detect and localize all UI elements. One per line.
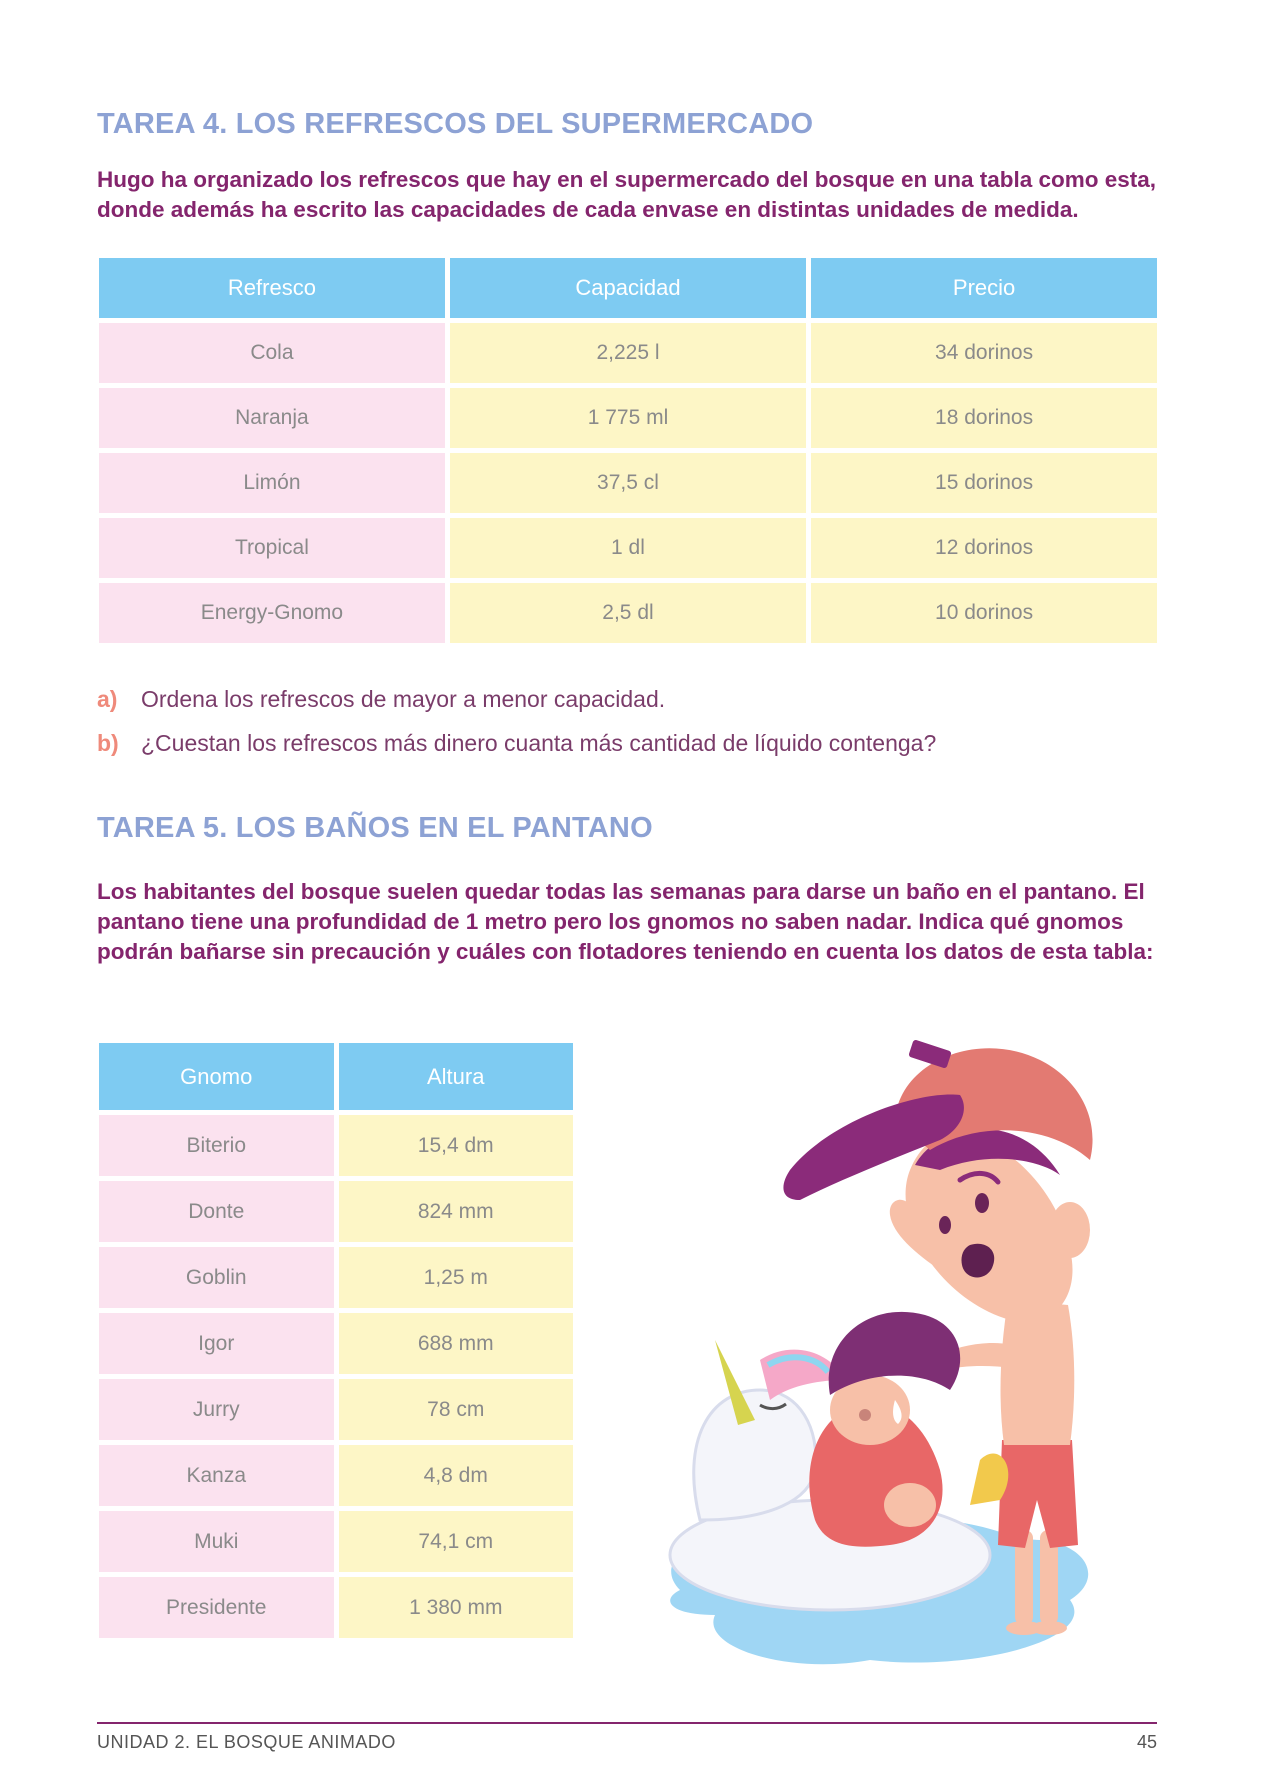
- small-gnome-hand: [884, 1483, 936, 1527]
- table-row: [99, 453, 1157, 513]
- refresco-cell: Naranja: [99, 388, 445, 448]
- table-row: [99, 1577, 573, 1638]
- gnome-eye: [975, 1193, 989, 1213]
- altura-cell: 15,4 dm: [339, 1115, 574, 1176]
- tarea5-intro: Los habitantes del bosque suelen quedar todas las semanas para darse un baño en el pantano. El pantano tiene una profundidad de 1 metro pero los gnomos no saben nadar. Indica qué gnomos podrán bañarse sin precaución y cuáles con flotadores teniendo en cuenta los datos de esta tabla:: [97, 879, 1154, 964]
- question-a-text: Ordena los refrescos de mayor a menor capacidad.: [141, 686, 666, 712]
- table-header-row: [99, 258, 1157, 318]
- gnome-eye: [939, 1216, 951, 1234]
- page-number: 45: [1136, 1732, 1157, 1752]
- altura-cell: 1 380 mm: [339, 1577, 574, 1638]
- footer-unit-title: UNIDAD 2. EL BOSQUE ANIMADO: [97, 1732, 396, 1752]
- header-precio: Precio: [811, 258, 1157, 318]
- precio-cell: 12 dorinos: [811, 518, 1157, 578]
- cap-strap: [908, 1039, 952, 1068]
- altura-cell: 824 mm: [339, 1181, 574, 1242]
- gnomo-cell: Presidente: [99, 1577, 334, 1638]
- capacidad-cell: 2,225 l: [450, 323, 806, 383]
- capacidad-cell: 37,5 cl: [450, 453, 806, 513]
- gnomo-cell: Muki: [99, 1511, 334, 1572]
- table-row: [99, 518, 1157, 578]
- table-row: [99, 1379, 573, 1440]
- altura-cell: 1,25 m: [339, 1247, 574, 1308]
- gnomo-cell: Kanza: [99, 1445, 334, 1506]
- tarea4-intro: Hugo ha organizado los refrescos que hay en el supermercado del bosque en una tabla como esta, donde además ha escrito las capacidades de cada envase en distintas unidades de medida.: [97, 167, 1157, 222]
- header-capacidad: Capacidad: [450, 258, 806, 318]
- table-row: [99, 583, 1157, 643]
- precio-cell: 34 dorinos: [811, 323, 1157, 383]
- altura-cell: 688 mm: [339, 1313, 574, 1374]
- question-a: [97, 686, 665, 713]
- footer-divider: [97, 1722, 1157, 1724]
- question-b: [97, 730, 936, 757]
- altura-cell: 4,8 dm: [339, 1445, 574, 1506]
- refresco-cell: Tropical: [99, 518, 445, 578]
- gnome-foot: [1031, 1621, 1067, 1635]
- header-gnomo: Gnomo: [99, 1043, 334, 1110]
- table-row: [99, 1247, 573, 1308]
- gnomos-table: [94, 1038, 578, 1643]
- gnomo-cell: Jurry: [99, 1379, 334, 1440]
- table-row: [99, 1115, 573, 1176]
- refrescos-table: [94, 253, 1162, 648]
- question-b-label: b): [97, 730, 119, 756]
- gnomes-unicorn-float-illustration: [640, 1000, 1120, 1680]
- tarea4-title: TAREA 4. LOS REFRESCOS DEL SUPERMERCADO: [97, 108, 814, 140]
- precio-cell: 10 dorinos: [811, 583, 1157, 643]
- question-b-text: ¿Cuestan los refrescos más dinero cuanta más cantidad de líquido contenga?: [141, 730, 937, 756]
- small-gnome-nose: [859, 1409, 871, 1421]
- header-altura: Altura: [339, 1043, 574, 1110]
- table-row: [99, 1181, 573, 1242]
- gnome-ear: [1050, 1202, 1090, 1258]
- precio-cell: 15 dorinos: [811, 453, 1157, 513]
- gnomo-cell: Goblin: [99, 1247, 334, 1308]
- refresco-cell: Limón: [99, 453, 445, 513]
- capacidad-cell: 1 dl: [450, 518, 806, 578]
- capacidad-cell: 1 775 ml: [450, 388, 806, 448]
- gnomo-cell: Donte: [99, 1181, 334, 1242]
- tarea5-title: TAREA 5. LOS BAÑOS EN EL PANTANO: [97, 812, 653, 844]
- header-refresco: Refresco: [99, 258, 445, 318]
- altura-cell: 74,1 cm: [339, 1511, 574, 1572]
- altura-cell: 78 cm: [339, 1379, 574, 1440]
- question-a-label: a): [97, 686, 118, 712]
- table-row: [99, 388, 1157, 448]
- table-header-row: [99, 1043, 573, 1110]
- table-row: [99, 323, 1157, 383]
- refresco-cell: Energy-Gnomo: [99, 583, 445, 643]
- refresco-cell: Cola: [99, 323, 445, 383]
- swim-shorts: [998, 1440, 1078, 1548]
- gnomo-cell: Igor: [99, 1313, 334, 1374]
- gnome-torso: [1001, 1300, 1075, 1445]
- gnomo-cell: Biterio: [99, 1115, 334, 1176]
- table-row: [99, 1445, 573, 1506]
- capacidad-cell: 2,5 dl: [450, 583, 806, 643]
- table-row: [99, 1511, 573, 1572]
- table-row: [99, 1313, 573, 1374]
- precio-cell: 18 dorinos: [811, 388, 1157, 448]
